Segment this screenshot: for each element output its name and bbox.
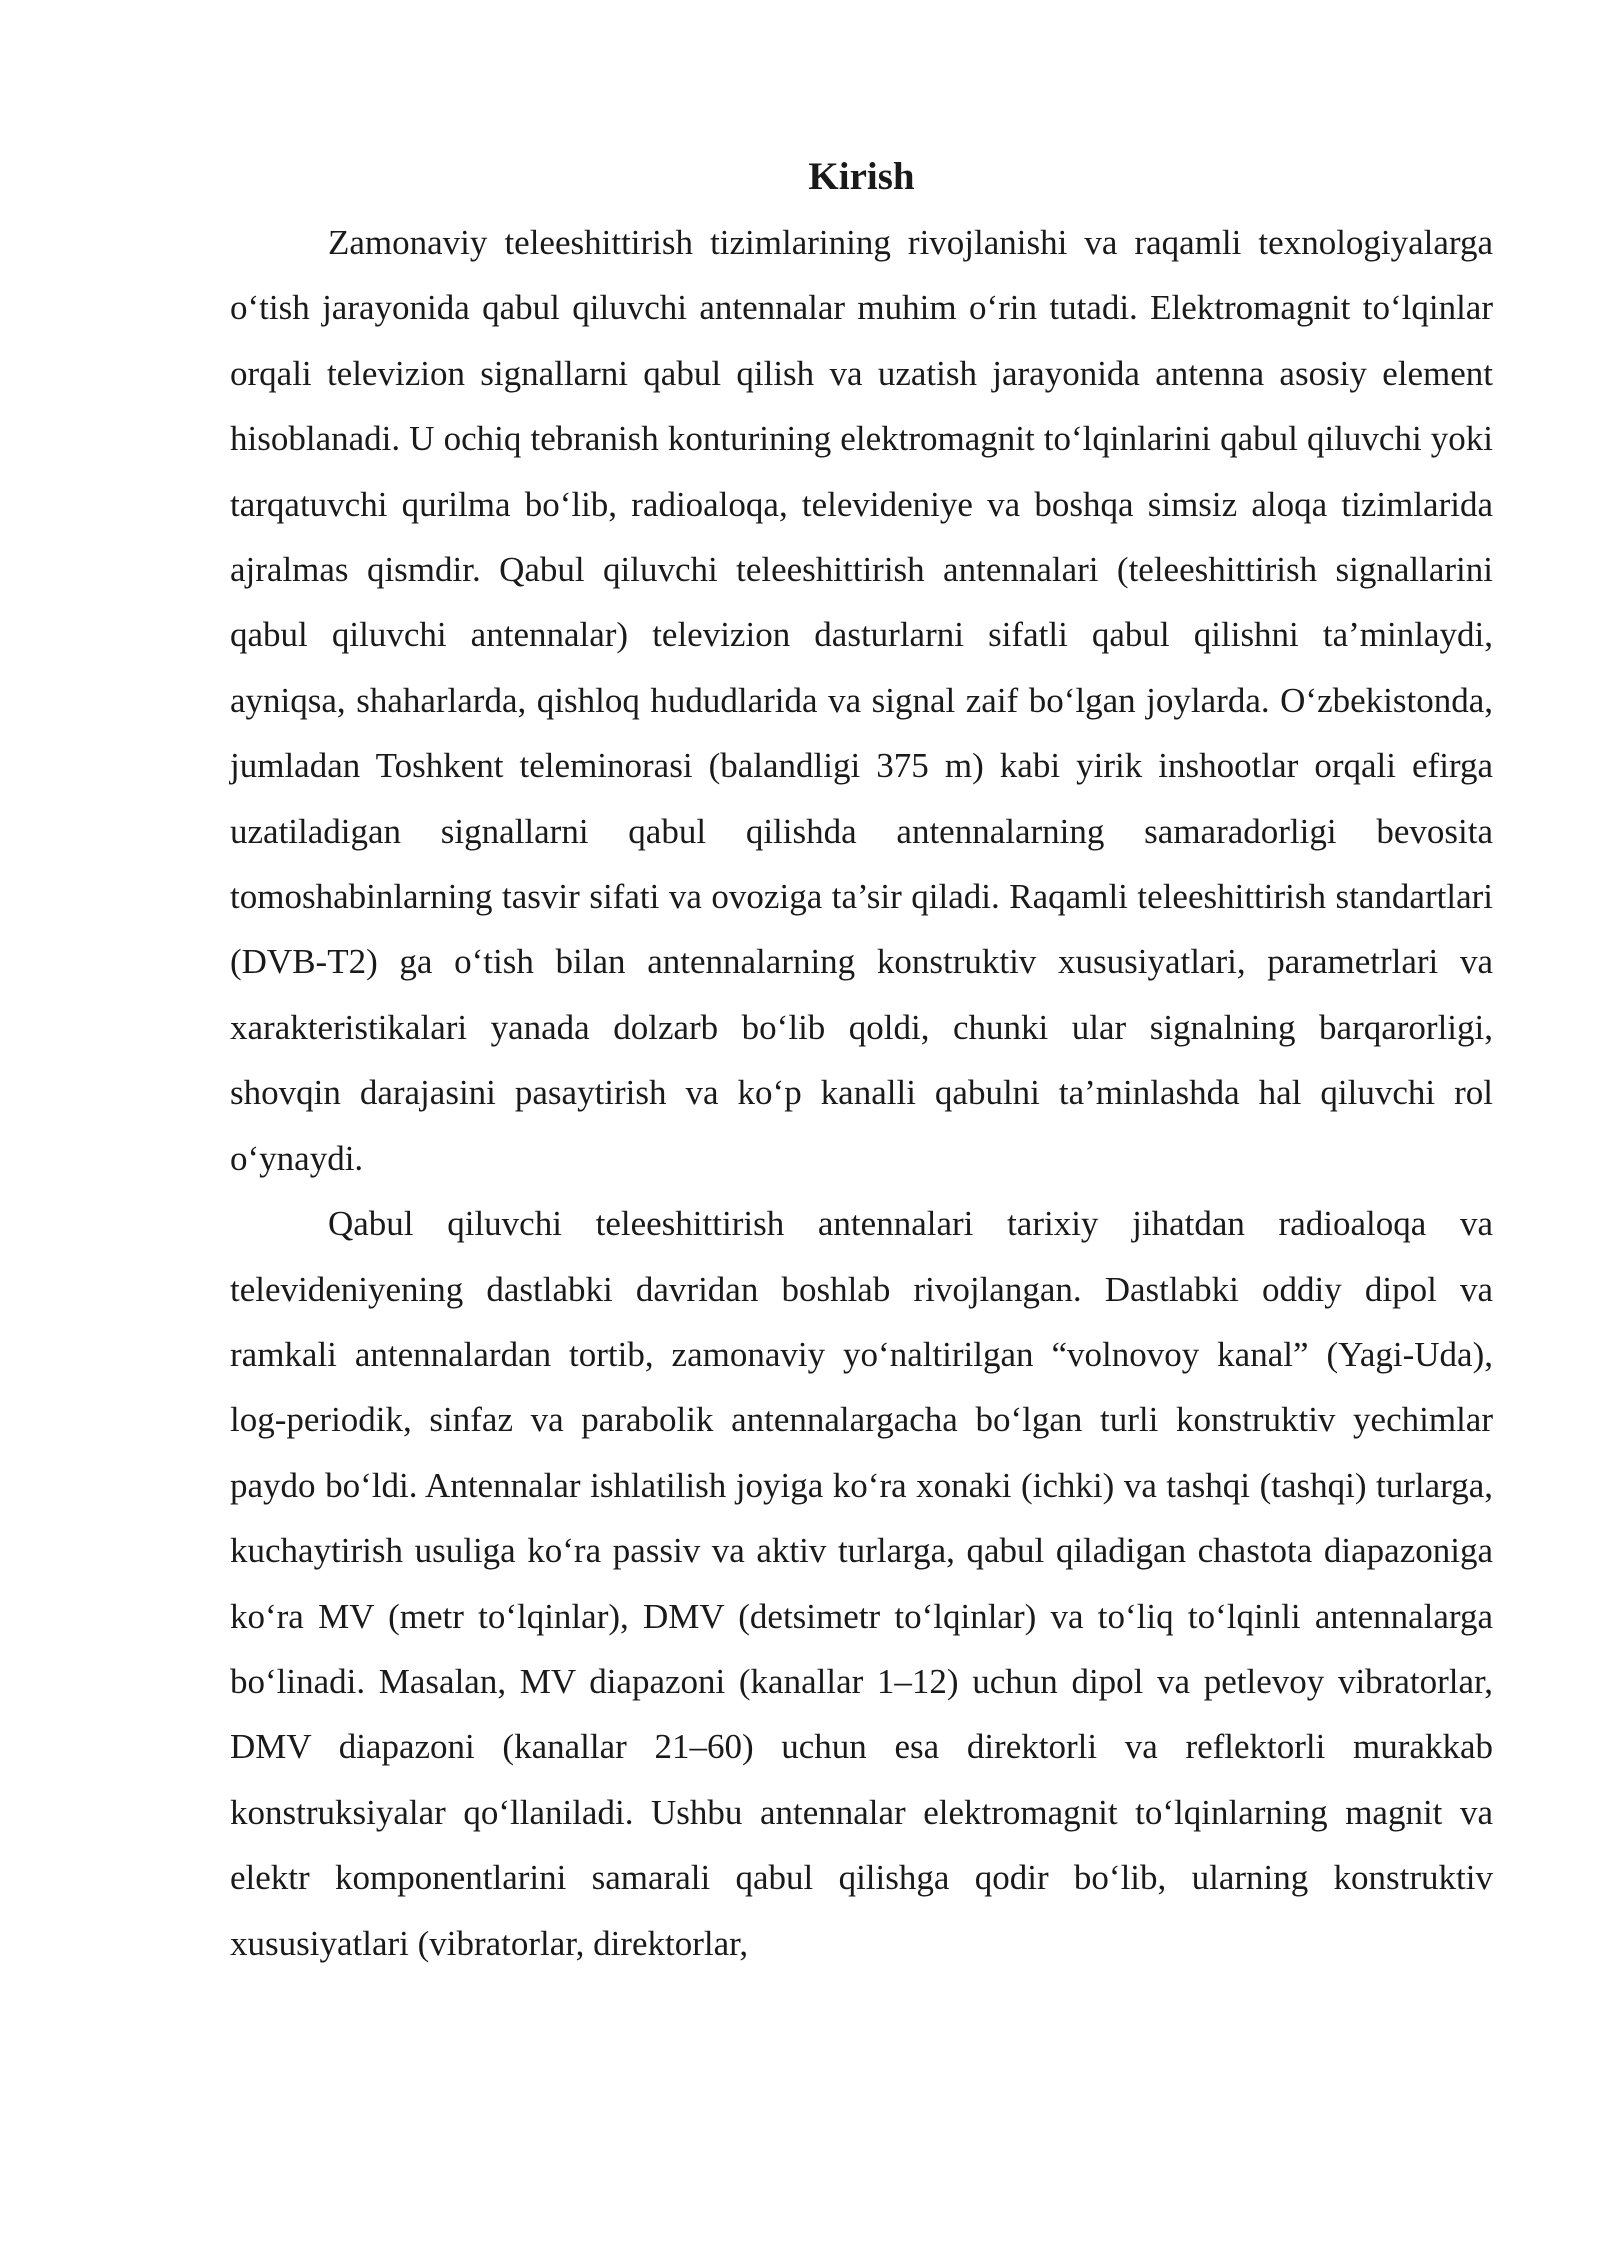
paragraph-2: Qabul qiluvchi teleeshittirish antennalari tarixiy jihatdan radioaloqa va televideniyening dastlabki davridan boshlab rivojlangan. Dastlabki oddiy dipol va ramkali antennalardan tortib, zamonaviy yo‘naltirilgan “volnovoy kanal” (Yagi-Uda), log-periodik, sinfaz va parabolik antennalargacha bo‘lgan turli konstruktiv yechimlar paydo bo‘ldi. Antennalar ishlatilish joyiga ko‘ra xonaki (ichki) va tashqi (tashqi) turlarga, kuchaytirish usuliga ko‘ra passiv va aktiv turlarga, qabul qiladigan chastota diapazoniga ko‘ra MV (metr to‘lqinlar), DMV (detsimetr to‘lqinlar) va to‘liq to‘lqinli antennalarga bo‘linadi. Masalan, MV diapazoni (kanallar 1–12) uchun dipol va petlevoy vibratorlar, DMV diapazoni (kanallar 21–60) uchun esa direktorli va reflektorli murakkab konstruksiyalar qo‘llaniladi. Ushbu antennalar elektromagnit to‘lqinlarning magnit va elektr komponentlarini samarali qabul qilishga qodir bo‘lib, ularning konstruktiv xususiyatlari (vibratorlar, direktorlar, <box>230 1204 1493 1963</box>
section-title: Kirish <box>808 155 915 198</box>
paragraph-1: Zamonaviy teleeshittirish tizimlarining rivojlanishi va raqamli texnologiyalarga o‘tish jarayonida qabul qiluvchi antennalar muhim o‘rin tutadi. Elektromagnit to‘lqinlar orqali televizion signallarni qabul qilish va uzatish jarayonida antenna asosiy element hisoblanadi. U ochiq tebranish konturining elektromagnit to‘lqinlarini qabul qiluvchi yoki tarqatuvchi qurilma bo‘lib, radioaloqa, televideniye va boshqa simsiz aloqa tizimlarida ajralmas qismdir. Qabul qiluvchi teleeshittirish antennalari (teleeshittirish signallarini qabul qiluvchi antennalar) televizion dasturlarni sifatli qabul qilishni ta’minlaydi, ayniqsa, shaharlarda, qishloq hududlarida va signal zaif bo‘lgan joylarda. O‘zbekistonda, jumladan Toshkent teleminorasi (balandligi 375 m) kabi yirik inshootlar orqali efirga uzatiladigan signallarni qabul qilishda antennalarning samaradorligi bevosita tomoshabinlarning tasvir sifati va ovoziga ta’sir qiladi. Raqamli teleeshittirish standartlari (DVB-T2) ga o‘tish bilan antennalarning konstruktiv xususiyatlari, parametrlari va xarakteristikalari yanada dolzarb bo‘lib qoldi, chunki ular signalning barqarorligi, shovqin darajasini pasaytirish va ko‘p kanalli qabulni ta’minlashda hal qiluvchi rol o‘ynaydi. <box>230 223 1493 1178</box>
page-content <box>230 150 1493 1976</box>
